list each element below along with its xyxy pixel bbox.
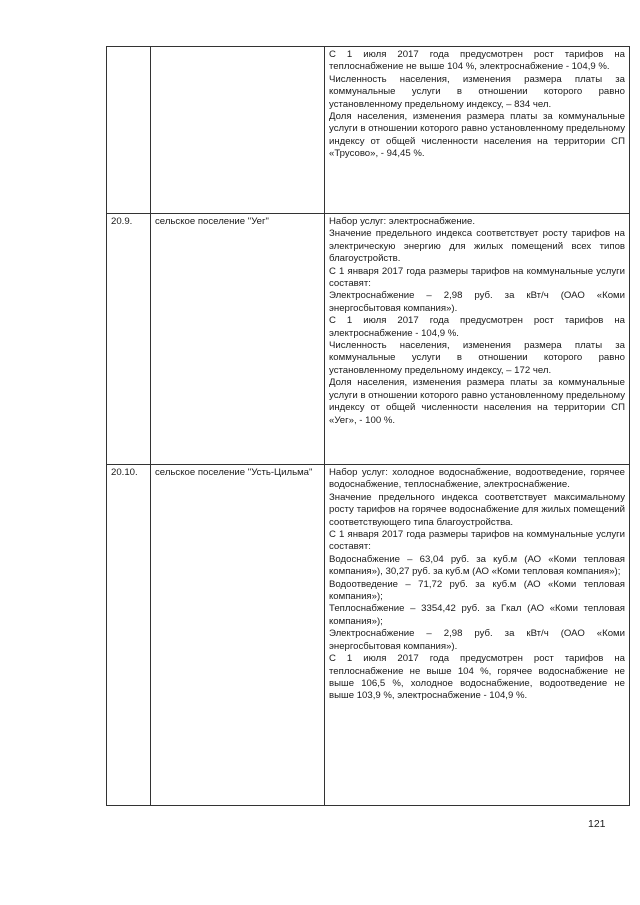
table-row-uyeg — [107, 214, 630, 465]
settlement-name-cell — [151, 47, 325, 214]
description-paragraph: С 1 января 2017 года размеры тарифов на коммунальные услуги составят: — [329, 265, 625, 290]
description-paragraph: Значение предельного индекса соответствует росту тарифов на электрическую энергию для жилых помещений всех типов благоустройств. — [329, 228, 625, 265]
row-number-cell — [107, 47, 151, 214]
description-paragraph: Электроснабжение – 2,98 руб. за кВт/ч (ОАО «Коми энергосбытовая компания»). — [329, 290, 625, 314]
description-paragraph: С 1 июля 2017 года предусмотрен рост тарифов на теплоснабжение не выше 104 %, электроснабжение - 104,9 %. — [329, 49, 625, 73]
description-cell — [325, 214, 630, 465]
description-paragraph: Водоснабжение – 63,04 руб. за куб.м (АО «Коми тепловая компания»), 30,27 руб. за куб.м (АО «Коми тепловая компания»); — [329, 553, 625, 578]
description-paragraph: Водоотведение – 71,72 руб. за куб.м (АО «Коми тепловая компания»); — [329, 578, 625, 603]
description-paragraph: Численность населения, изменения размера платы за коммунальные услуги в отношении которого равно установленному предельному индексу, – 834 чел. — [329, 73, 625, 110]
row-number-cell: 20.9. — [107, 214, 151, 465]
settlement-name: сельское поселение "Уег" — [155, 216, 269, 227]
description-cell — [325, 465, 630, 806]
description-cell — [325, 47, 630, 214]
description-paragraph: Значение предельного индекса соответствует максимальному росту тарифов на горячее водоснабжение для жилых помещений соответствующего типа благоустройства. — [329, 491, 625, 528]
description-paragraph: Набор услуг: холодное водоснабжение, водоотведение, горячее водоснабжение, теплоснабжение, электроснабжение. — [329, 467, 625, 491]
description-paragraph: Доля населения, изменения размера платы за коммунальные услуги в отношении которого равно установленному предельному индексу от общей численности населения на территории СП «Трусово», - 94,45 %. — [329, 111, 625, 160]
settlement-name-cell — [151, 465, 325, 806]
settlement-name-cell — [151, 214, 325, 465]
description-paragraph: Набор услуг: электроснабжение. — [329, 216, 476, 227]
description-paragraph: Доля населения, изменения размера платы за коммунальные услуги в отношении которого равно установленному предельному индексу от общей численности населения на территории СП «Уег», - 100 %. — [329, 377, 625, 426]
page-number: 121 — [588, 818, 606, 830]
description-paragraph: С 1 июля 2017 года предусмотрен рост тарифов на теплоснабжение не выше 104 %, горячее водоснабжение не выше 106,5 %, холодное водоснабжение, водоотведение не выше 103,9 %, электроснабжение - 104,9 %. — [329, 653, 625, 702]
description-paragraph: Электроснабжение – 2,98 руб. за кВт/ч (ОАО «Коми энергосбытовая компания»). — [329, 628, 625, 652]
description-paragraph: Теплоснабжение – 3354,42 руб. за Гкал (АО «Коми тепловая компания»); — [329, 603, 625, 627]
description-paragraph: Численность населения, изменения размера платы за коммунальные услуги в отношении которого равно установленному предельному индексу, – 172 чел. — [329, 340, 625, 376]
row-number-cell: 20.10. — [107, 465, 151, 806]
description-paragraph: С 1 июля 2017 года предусмотрен рост тарифов на электроснабжение - 104,9 %. — [329, 315, 625, 339]
table-row-ust-tsilma — [107, 465, 630, 806]
tariff-table — [106, 46, 630, 806]
settlement-name: сельское поселение "Усть-Цильма" — [155, 467, 313, 478]
table-row-continuation — [107, 47, 630, 214]
description-paragraph: С 1 января 2017 года размеры тарифов на коммунальные услуги составят: — [329, 529, 625, 553]
